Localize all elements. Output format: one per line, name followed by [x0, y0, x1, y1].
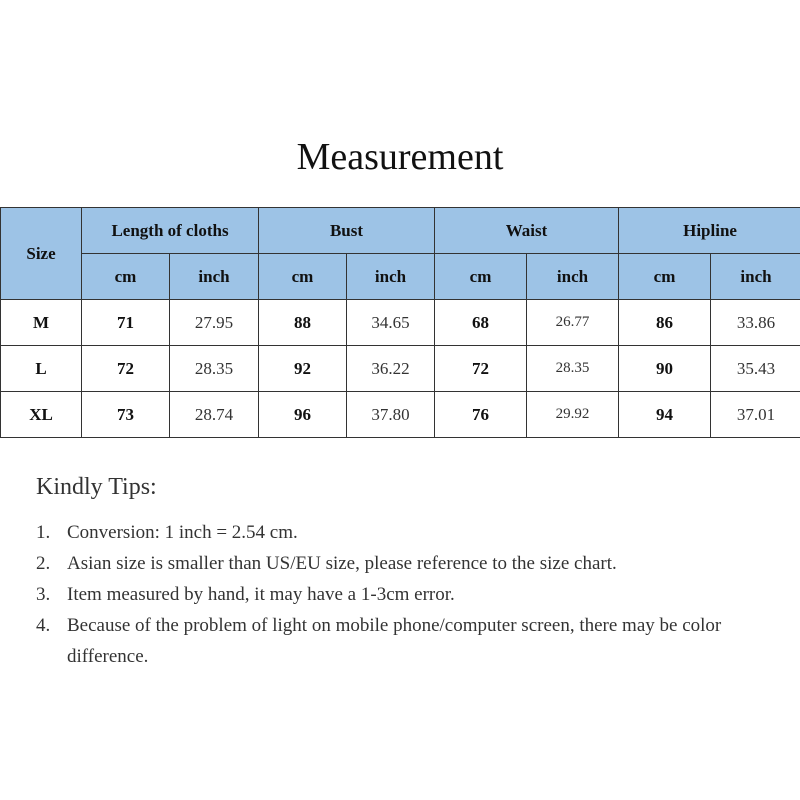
table-header-row-groups	[1, 208, 800, 254]
waist-cm-cell: 68	[435, 300, 527, 346]
unit-header-cm: cm	[435, 254, 527, 300]
length-cm-cell: 72	[82, 346, 170, 392]
size-column-header: Size	[1, 208, 82, 300]
unit-header-cm: cm	[82, 254, 170, 300]
bust-cm-cell: 96	[259, 392, 347, 438]
waist-inch-cell: 26.77	[527, 300, 619, 346]
length-inch-cell: 28.74	[170, 392, 259, 438]
bust-cm-cell: 92	[259, 346, 347, 392]
group-header-hipline: Hipline	[619, 208, 800, 254]
hip-cm-cell: 86	[619, 300, 711, 346]
waist-inch-cell: 29.92	[527, 392, 619, 438]
group-header-waist: Waist	[435, 208, 619, 254]
unit-header-inch: inch	[711, 254, 800, 300]
length-cm-cell: 73	[82, 392, 170, 438]
list-item	[36, 579, 766, 610]
list-item-number: 3.	[36, 584, 51, 605]
unit-header-inch: inch	[347, 254, 435, 300]
table-row	[1, 346, 800, 392]
length-inch-cell: 28.35	[170, 346, 259, 392]
unit-header-inch: inch	[527, 254, 619, 300]
bust-inch-cell: 37.80	[347, 392, 435, 438]
waist-cm-cell: 76	[435, 392, 527, 438]
group-header-bust: Bust	[259, 208, 435, 254]
unit-header-cm: cm	[259, 254, 347, 300]
hip-cm-cell: 94	[619, 392, 711, 438]
tips-heading: Kindly Tips:	[36, 474, 157, 500]
unit-header-inch: inch	[170, 254, 259, 300]
waist-cm-cell: 72	[435, 346, 527, 392]
group-header-length: Length of cloths	[82, 208, 259, 254]
length-cm-cell: 71	[82, 300, 170, 346]
size-cell: XL	[1, 392, 82, 438]
table-row	[1, 392, 800, 438]
unit-header-cm: cm	[619, 254, 711, 300]
list-item	[36, 610, 766, 672]
hip-inch-cell: 33.86	[711, 300, 800, 346]
list-item-text: Asian size is smaller than US/EU size, please reference to the size chart.	[67, 553, 617, 574]
page-title: Measurement	[296, 136, 504, 178]
list-item-number: 4.	[36, 615, 51, 636]
list-item-number: 1.	[36, 522, 51, 543]
hip-inch-cell: 35.43	[711, 346, 800, 392]
tips-list	[36, 517, 766, 672]
list-item-text: Item measured by hand, it may have a 1-3cm error.	[67, 584, 455, 605]
list-item	[36, 517, 766, 548]
list-item-number: 2.	[36, 553, 51, 574]
list-item-text: Because of the problem of light on mobile phone/computer screen, there may be color difference.	[67, 615, 722, 667]
list-item-text: Conversion: 1 inch = 2.54 cm.	[67, 522, 298, 543]
bust-inch-cell: 34.65	[347, 300, 435, 346]
size-chart-table	[0, 207, 800, 438]
bust-cm-cell: 88	[259, 300, 347, 346]
hip-inch-cell: 37.01	[711, 392, 800, 438]
hip-cm-cell: 90	[619, 346, 711, 392]
bust-inch-cell: 36.22	[347, 346, 435, 392]
waist-inch-cell: 28.35	[527, 346, 619, 392]
size-cell: L	[1, 346, 82, 392]
table-header-row-units	[1, 254, 800, 300]
table-row	[1, 300, 800, 346]
list-item	[36, 548, 766, 579]
size-cell: M	[1, 300, 82, 346]
length-inch-cell: 27.95	[170, 300, 259, 346]
